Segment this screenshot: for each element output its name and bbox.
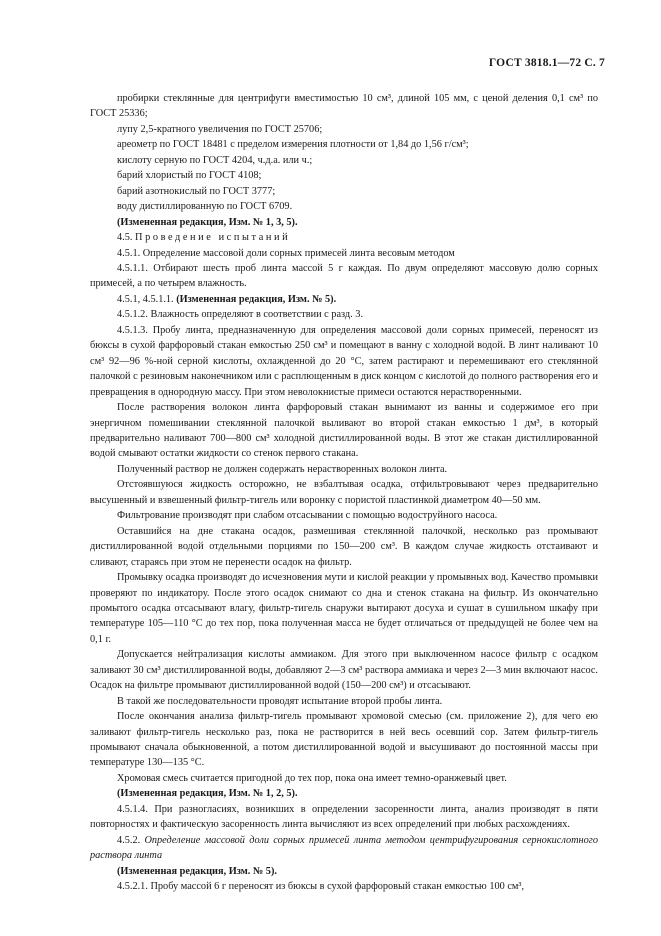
paragraph	[90, 694, 598, 709]
text-run: Определение массовой доли сорных примесей линта методом центрифугирования сернокислотного раствора линта	[90, 834, 598, 862]
paragraph	[90, 647, 598, 693]
paragraph	[90, 879, 598, 894]
paragraph	[90, 462, 598, 477]
paragraph	[117, 122, 598, 137]
text-run: 4.5.1.4. При разногласиях, возникших в определении засоренности линта, анализ производят в пяти повторностях и фактическую засоренность линта вычисляют из всех определений при любых расхождениях.	[90, 803, 598, 831]
paragraph	[117, 137, 598, 152]
paragraph	[117, 168, 598, 183]
paragraph	[90, 246, 598, 261]
text-run: Отстоявшуюся жидкость осторожно, не взбалтывая осадка, отфильтровывают через предварительно высушенный и взвешенный фильтр-тигель или воронку с пористой пластинкой диаметром 40—50 мм.	[90, 479, 598, 506]
text-run: 4.5.2.1. Пробу массой 6 г переносят из бюксы в сухой фарфоровый стакан емкостью 100 см³,	[117, 881, 525, 893]
paragraph	[90, 323, 598, 400]
text-run: 4.5.2.	[117, 834, 145, 846]
paragraph	[90, 230, 598, 245]
paragraph	[117, 215, 598, 230]
paragraph	[90, 508, 598, 523]
text-run: 4.5.	[117, 232, 136, 244]
text-run: Допускается нейтрализация кислоты аммиаком. Для этого при выключенном насосе фильтр с осадком заливают 30 см³ дистиллированной воды, добавляют 2—3 см³ раствора аммиака и через 2—3 мин включают насос. Осадок на фильтре промывают дистиллированной водой (150—200 см³) и отсасывают.	[90, 649, 598, 692]
paragraph	[90, 400, 598, 462]
text-run: Оставшийся на дне стакана осадок, размешивая стеклянной палочкой, несколько раз промывают дистиллированной водой отдельными порциями по 150—200 см³. В каждом случае жидкость отстаивают и сливают, стараясь при этом не перенести осадок на фильтр.	[90, 525, 598, 568]
text-run: Проведение испытаний	[135, 232, 291, 244]
text-run: Фильтрование производят при слабом отсасывании с помощью водоструйного насоса.	[117, 510, 498, 522]
text-run: (Измененная редакция, Изм. № 5).	[176, 293, 337, 305]
text-run: Полученный раствор не должен содержать нерастворенных волокон линта.	[117, 463, 448, 475]
text-run: После растворения волокон линта фарфоровый стакан вынимают из ванны и содержимое его при энергичном помешивании стеклянной палочкой выливают во второй стакан емкостью 1 дм³, в который предварительно наливают 700—800 см³ холодной дистиллированной воды. В этот же стакан дистиллированной водой смывают остатки жидкости со стенок первого стакана.	[90, 402, 598, 460]
text-run: воду дистиллированную по ГОСТ 6709.	[117, 201, 293, 213]
paragraph	[90, 802, 598, 833]
paragraph	[90, 709, 598, 771]
paragraph	[90, 261, 598, 292]
paragraph	[117, 199, 598, 214]
paragraph	[90, 307, 598, 322]
paragraph	[90, 570, 598, 647]
text-run: лупу 2,5-кратного увеличения по ГОСТ 25706;	[117, 123, 323, 135]
paragraph	[90, 524, 598, 570]
text-run: 4.5.1, 4.5.1.1.	[117, 293, 177, 305]
text-run: барий хлористый по ГОСТ 4108;	[117, 170, 262, 182]
text-run: ареометр по ГОСТ 18481 с пределом измерения плотности от 1,84 до 1,56 г/см³;	[117, 139, 469, 151]
paragraph	[117, 184, 598, 199]
text-run: (Измененная редакция, Изм. № 1, 2, 5).	[117, 788, 298, 800]
paragraph	[90, 864, 598, 879]
text-run: 4.5.1.1. Отбирают шесть проб линта массой 5 г каждая. По двум определяют массовую долю сорных примесей, а по четырем влажность.	[90, 262, 598, 290]
page-header: ГОСТ 3818.1—72 С. 7	[488, 57, 605, 69]
text-run: 4.5.1.2. Влажность определяют в соответствии с разд. 3.	[117, 309, 364, 321]
text-run: В такой же последовательности проводят испытание второй пробы линта.	[117, 695, 443, 707]
text-run: После окончания анализа фильтр-тигель промывают хромовой смесью (см. приложение 2), для чего ею заливают фильтр-тигель несколько раз, пока не растворится в ней весь осевший сор. Затем фильтр-тигель промывают сначала обыкновенной, а потом дистиллированной водой и высушивают до постоянной массы при температуре 130—135 °С.	[90, 711, 598, 769]
text-run: Хромовая смесь считается пригодной до тех пор, пока она имеет темно-оранжевый цвет.	[117, 772, 507, 784]
text-run: (Измененная редакция, Изм. № 1, 3, 5).	[117, 216, 298, 228]
paragraph	[90, 786, 598, 801]
paragraph	[90, 477, 598, 508]
text-run: (Измененная редакция, Изм. № 5).	[117, 865, 277, 877]
text-run: барий азотнокислый по ГОСТ 3777;	[117, 185, 276, 197]
document-body	[90, 91, 598, 895]
paragraph	[90, 833, 598, 864]
paragraph	[117, 153, 598, 168]
text-run: пробирки стеклянные для центрифуги вместимостью 10 см³, длиной 105 мм, с ценой деления 0,1 см³ по ГОСТ 25336;	[90, 93, 598, 120]
text-run: 4.5.1. Определение массовой доли сорных примесей линта весовым методом	[117, 247, 455, 259]
text-run: Промывку осадка производят до исчезновения мути и кислой реакции у промывных вод. Качество промывки проверяют по индикатору. После этого осадок снимают со дна и стенок стакана на фильтр. Из окончательно промытого осадка отсасывают влагу, фильтр-тигель снаружи вытирают досуха и сушат в сушильном шкафу при температуре 105—110 °С до тех пор, пока полученная масса не будет отличаться от предыдущей не более чем на 0,1 г.	[90, 572, 598, 645]
paragraph	[90, 292, 598, 307]
text-run: 4.5.1.3. Пробу линта, предназначенную для определения массовой доли сорных примесей, переносят из бюксы в сухой фарфоровый стакан емкостью 250 см³ и помещают в ванну с холодной водой. В линт наливают 10 см³ 92—96 %-ной серной кислоты, охлажденной до 20 °С, затем растирают и перемешивают его стеклянной палочкой с резиновым наконечником или с расплющенным в диск концом с кислотой до полного растворения его и превращения в однородную массу. При этом неволокнистые примеси остаются нерастворенными.	[90, 324, 598, 398]
paragraph	[90, 91, 598, 122]
text-run: кислоту серную по ГОСТ 4204, ч.д.а. или ч.;	[117, 154, 313, 166]
paragraph	[90, 771, 598, 786]
